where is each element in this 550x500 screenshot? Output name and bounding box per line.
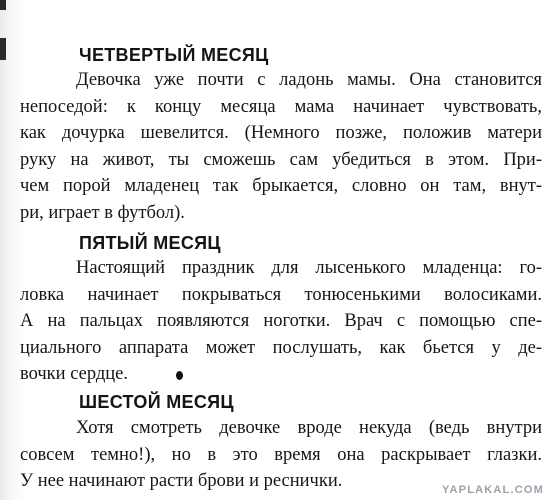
- page-edge-mark: [0, 0, 6, 10]
- section-heading-fifth-month: ПЯТЫЙ МЕСЯЦ: [79, 233, 221, 253]
- text-line: Девочка уже почти с ладонь мамы. Она становится: [76, 70, 542, 90]
- text-line: как дочурка шевелится. (Немного позже, положив матери: [20, 123, 542, 143]
- text-line: непоседой: к концу месяца мама начинает чувствовать,: [20, 96, 542, 117]
- text-line: ловка начинает покрываться тонюсенькими волосиками.: [20, 284, 542, 305]
- text-line: У нее начинают расти брови и реснички.: [20, 471, 343, 491]
- ink-speck: [176, 371, 183, 380]
- section-paragraph-sixth-month: [20, 415, 542, 495]
- watermark-text: YAPLAKAL.COM: [442, 484, 544, 496]
- text-line: циального аппарата может послушать, как бьется у де-: [20, 337, 542, 358]
- text-line: А на пальцах появляются ноготки. Врач с помощью спе-: [20, 311, 542, 331]
- text-line: вочки сердце.: [20, 364, 129, 384]
- section-paragraph-fourth-month: [20, 67, 542, 226]
- page-edge-mark: [0, 38, 6, 60]
- text-line: Настоящий праздник для лысенького младенца: го-: [76, 258, 542, 278]
- section-heading-fourth-month: ЧЕТВЕРТЫЙ МЕСЯЦ: [79, 45, 269, 65]
- text-line: ри, играет в футбол).: [20, 202, 185, 223]
- text-line: руку на живот, ты сможешь сам убедиться в этом. При-: [20, 149, 542, 170]
- section-heading-sixth-month: ШЕСТОЙ МЕСЯЦ: [79, 392, 234, 412]
- text-line: чем порой младенец так брыкается, словно он там, внут-: [20, 176, 542, 196]
- text-line: совсем темно!), но в это время она раскрывает глазки.: [20, 444, 542, 465]
- section-paragraph-fifth-month: [20, 255, 542, 388]
- text-line: Хотя смотреть девочке вроде некуда (ведь внутри: [76, 418, 542, 438]
